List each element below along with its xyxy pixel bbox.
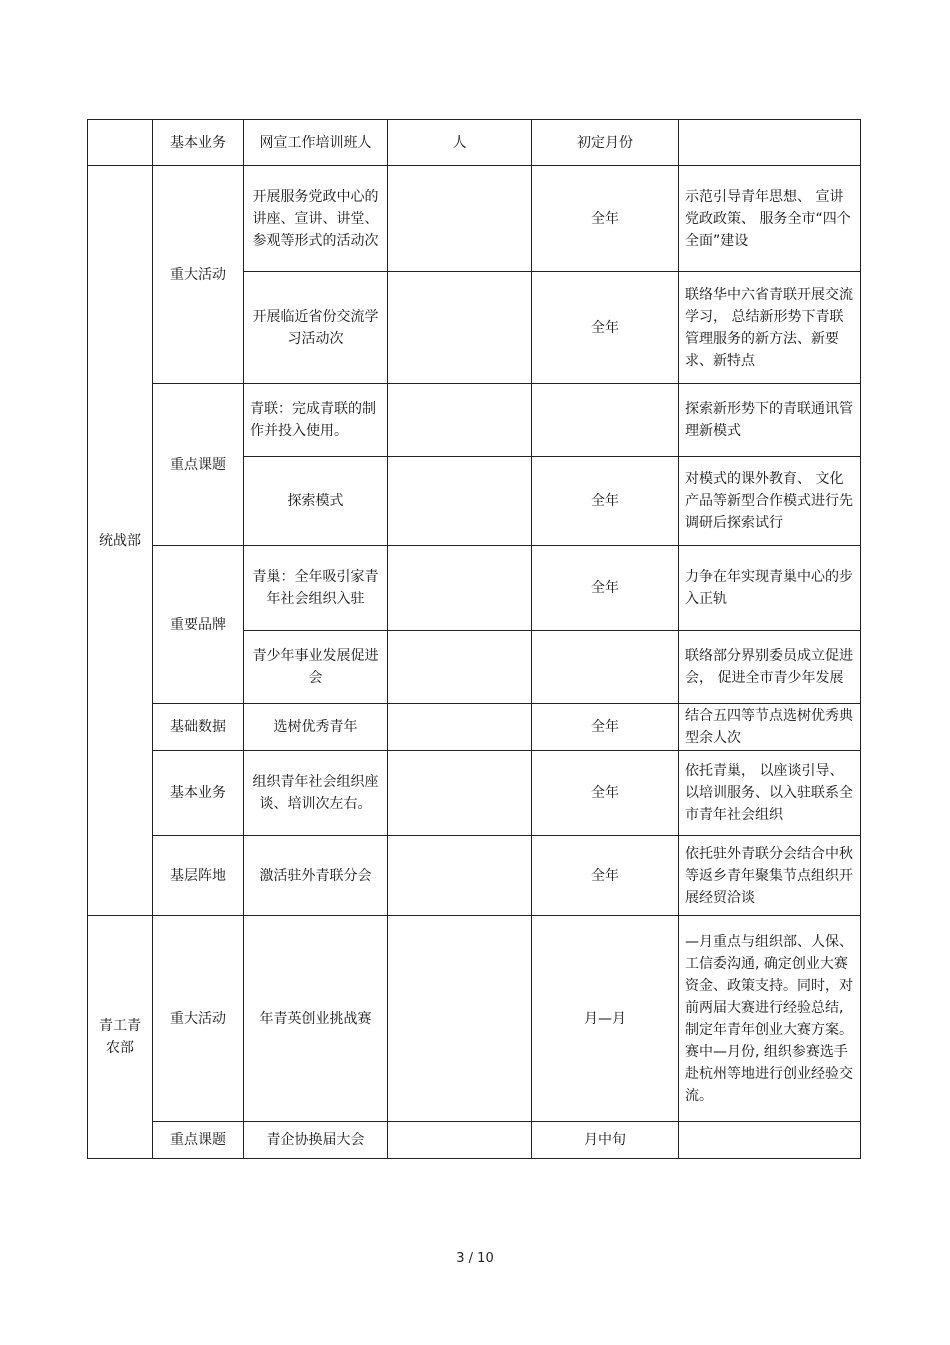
time-cell: 全年	[532, 836, 679, 916]
target-cell	[388, 704, 532, 751]
note-cell: 示范引导青年思想、 宣讲党政政策、 服务全市“四个全面”建设	[679, 166, 861, 272]
note-cell: 联络华中六省青联开展交流学习， 总结新形势下青联管理服务的新方法、新要求、新特点	[679, 272, 861, 384]
category-cell: 基层阵地	[153, 836, 244, 916]
note-cell: —月重点与组织部、人保、工信委沟通, 确定创业大赛资金、政策支持。同时，对前两届大赛进行经验总结, 制定年青年创业大赛方案。赛中—月份, 组织参赛选手赴杭州等地进行创业经验交流。	[679, 916, 861, 1122]
item-cell: 探索模式	[244, 457, 388, 546]
item-cell: 选树优秀青年	[244, 704, 388, 751]
target-cell	[388, 631, 532, 704]
item-cell: 激活驻外青联分会	[244, 836, 388, 916]
target-cell	[388, 751, 532, 836]
note-cell: 结合五四等节点选树优秀典型余人次	[679, 704, 861, 751]
dept-cell	[88, 120, 153, 166]
time-cell: 全年	[532, 272, 679, 384]
category-cell: 基础数据	[153, 704, 244, 751]
table-row	[88, 120, 861, 166]
time-cell: 全年	[532, 704, 679, 751]
item-cell: 青联：完成青联的制作并投入使用。	[244, 384, 388, 457]
time-cell	[532, 384, 679, 457]
note-cell: 对模式的课外教育、 文化产品等新型合作模式进行先调研后探索试行	[679, 457, 861, 546]
page-number: 3 / 10	[456, 1251, 494, 1266]
target-cell	[388, 384, 532, 457]
time-cell: 月—月	[532, 916, 679, 1122]
note-cell	[679, 120, 861, 166]
plan-table	[87, 119, 861, 1159]
note-cell: 联络部分界别委员成立促进会， 促进全市青少年发展	[679, 631, 861, 704]
time-cell	[532, 631, 679, 704]
time-cell: 全年	[532, 751, 679, 836]
note-cell: 力争在年实现青巢中心的步入正轨	[679, 546, 861, 631]
dept-cell: 青工青农部	[88, 916, 153, 1159]
target-cell	[388, 1122, 532, 1159]
item-cell: 组织青年社会组织座谈、培训次左右。	[244, 751, 388, 836]
time-cell: 月中旬	[532, 1122, 679, 1159]
note-cell: 依托驻外青联分会结合中秋等返乡青年聚集节点组织开展经贸洽谈	[679, 836, 861, 916]
category-cell: 重点课题	[153, 384, 244, 546]
table-row	[88, 836, 861, 916]
table-row	[88, 704, 861, 751]
time-cell: 全年	[532, 166, 679, 272]
category-cell: 重大活动	[153, 916, 244, 1122]
item-cell: 网宣工作培训班人	[244, 120, 388, 166]
target-cell	[388, 166, 532, 272]
category-cell: 重要品牌	[153, 546, 244, 704]
category-cell: 基本业务	[153, 120, 244, 166]
target-cell	[388, 916, 532, 1122]
item-cell: 开展服务党政中心的讲座、宣讲、讲堂、参观等形式的活动次	[244, 166, 388, 272]
note-cell: 依托青巢， 以座谈引导、以培训服务、以入驻联系全市青年社会组织	[679, 751, 861, 836]
time-cell: 全年	[532, 546, 679, 631]
dept-cell: 统战部	[88, 166, 153, 916]
table-row	[88, 916, 861, 1122]
target-cell: 人	[388, 120, 532, 166]
target-cell	[388, 836, 532, 916]
category-cell: 重大活动	[153, 166, 244, 384]
table-row	[88, 1122, 861, 1159]
table-row	[88, 166, 861, 272]
note-cell	[679, 1122, 861, 1159]
table-row	[88, 751, 861, 836]
category-cell: 基本业务	[153, 751, 244, 836]
item-cell: 青企协换届大会	[244, 1122, 388, 1159]
time-cell: 全年	[532, 457, 679, 546]
target-cell	[388, 272, 532, 384]
target-cell	[388, 546, 532, 631]
item-cell: 青少年事业发展促进会	[244, 631, 388, 704]
note-cell: 探索新形势下的青联通讯管理新模式	[679, 384, 861, 457]
item-cell: 年青英创业挑战赛	[244, 916, 388, 1122]
category-cell: 重点课题	[153, 1122, 244, 1159]
table-row	[88, 384, 861, 457]
table-row	[88, 546, 861, 631]
item-cell: 开展临近省份交流学习活动次	[244, 272, 388, 384]
target-cell	[388, 457, 532, 546]
time-cell: 初定月份	[532, 120, 679, 166]
item-cell: 青巢：全年吸引家青年社会组织入驻	[244, 546, 388, 631]
